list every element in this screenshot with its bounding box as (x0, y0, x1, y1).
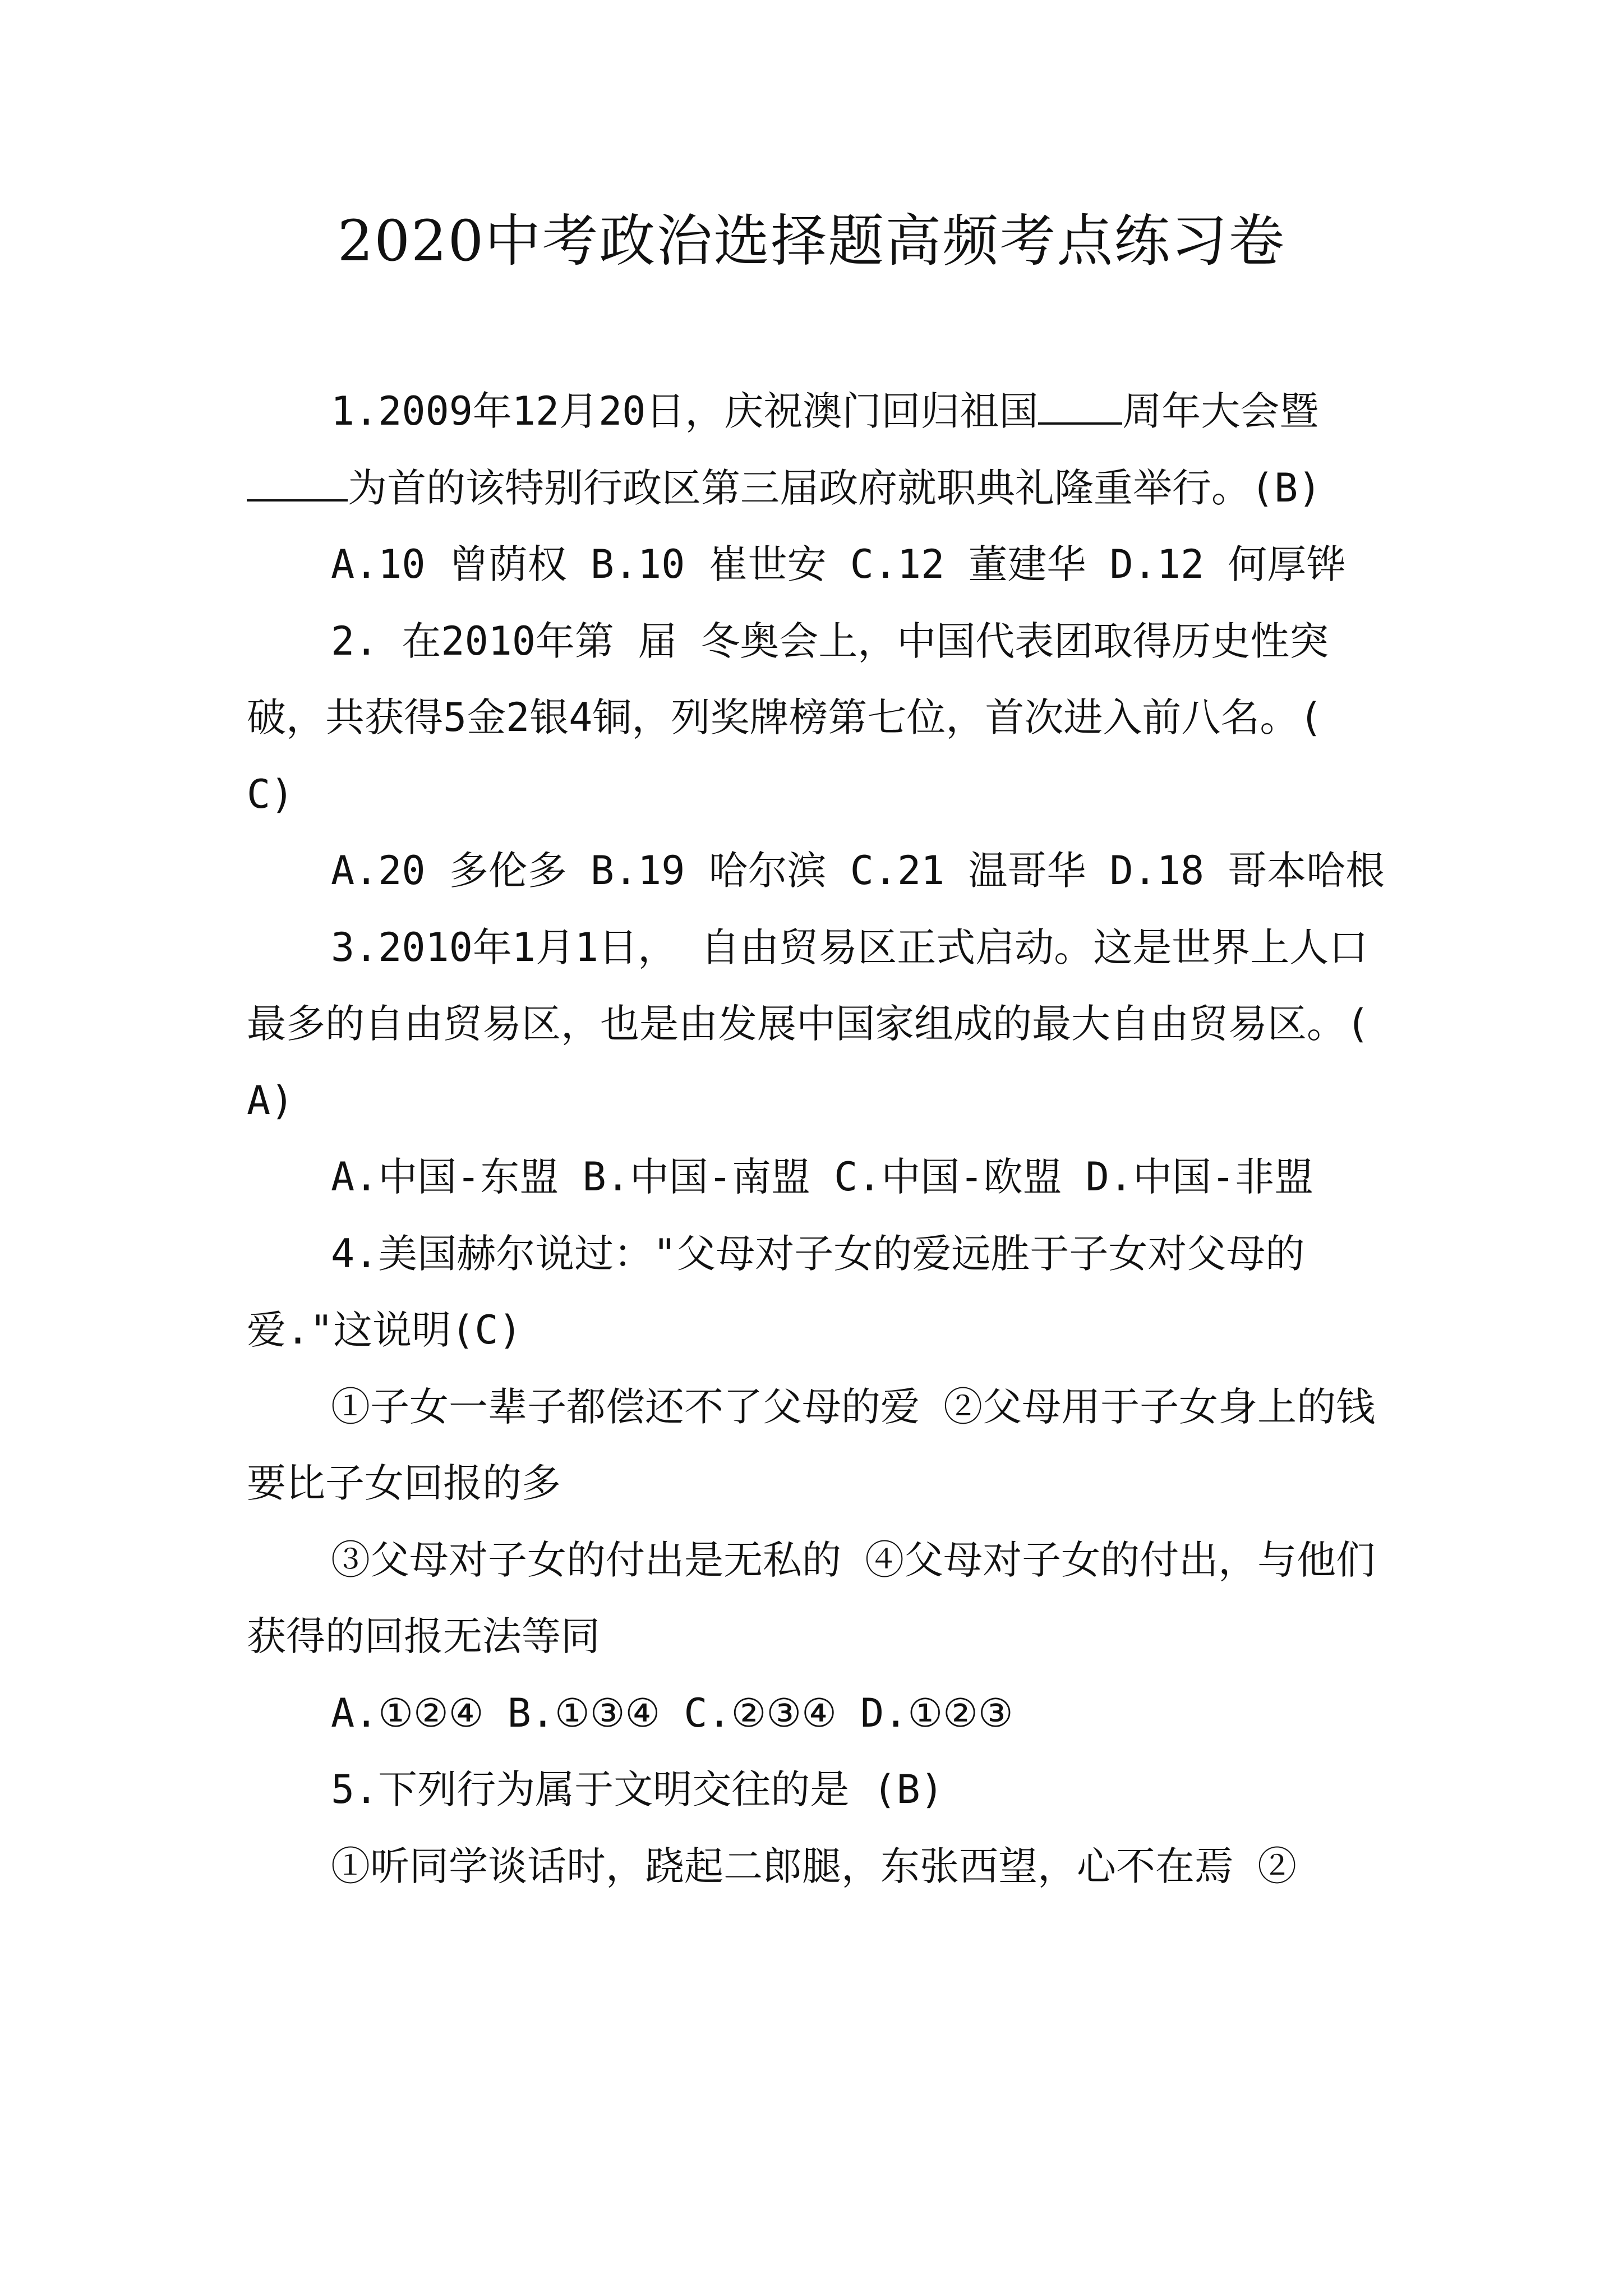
question-1-stem-part1: 1.2009年12月20日，庆祝澳门回归祖国 (331, 388, 1039, 434)
question-4-stem: 4.美国赫尔说过："父母对子女的爱远胜于子女对父母的爱."这说明(C) (247, 1230, 1305, 1353)
question-2-stem: 2. 在2010年第 届 冬奥会上，中国代表团取得历史性突破，共获得5金2银4铜，列奖牌榜第七位，首次进入前八名。( C) (247, 618, 1329, 817)
question-5-stem: 5.下列行为属于文明交往的是 (B) (331, 1766, 944, 1812)
question-1-stem-part2: 周年大会暨 (1122, 388, 1319, 434)
question-4-options: A.①②④ B.①③④ C.②③④ D.①②③ (331, 1690, 1013, 1736)
question-5-statements-1: ①听同学谈话时，跷起二郎腿，东张西望，心不在焉 ② (331, 1843, 1297, 1889)
fill-blank-1 (1038, 388, 1122, 425)
question-4-statements-1: ①子女一辈子都偿还不了父母的爱 ②父母用于子女身上的钱要比子女回报的多 (247, 1383, 1376, 1506)
document-body (247, 373, 1391, 1904)
question-2-options: A.20 多伦多 B.19 哈尔滨 C.21 温哥华 D.18 哥本哈根 (331, 848, 1385, 894)
question-3-options: A.中国-东盟 B.中国-南盟 C.中国-欧盟 D.中国-非盟 (331, 1154, 1314, 1200)
document-title: 2020中考政治选择题高频考点练习卷 (337, 208, 1286, 274)
question-1-stem-part3: 为首的该特别行政区第三届政府就职典礼隆重举行。(B) (348, 464, 1322, 511)
question-3-stem: 3.2010年1月1日， 自由贸易区正式启动。这是世界上人口最多的自由贸易区，也是由发展中国家组成的最大自由贸易区。( A) (247, 924, 1370, 1124)
question-4-statements-2: ③父母对子女的付出是无私的 ④父母对子女的付出，与他们获得的回报无法等同 (247, 1536, 1376, 1659)
question-1-options: A.10 曾荫权 B.10 崔世安 C.12 董建华 D.12 何厚铧 (331, 541, 1346, 587)
fill-blank-2 (247, 464, 348, 501)
question-1-stem (247, 373, 1391, 526)
